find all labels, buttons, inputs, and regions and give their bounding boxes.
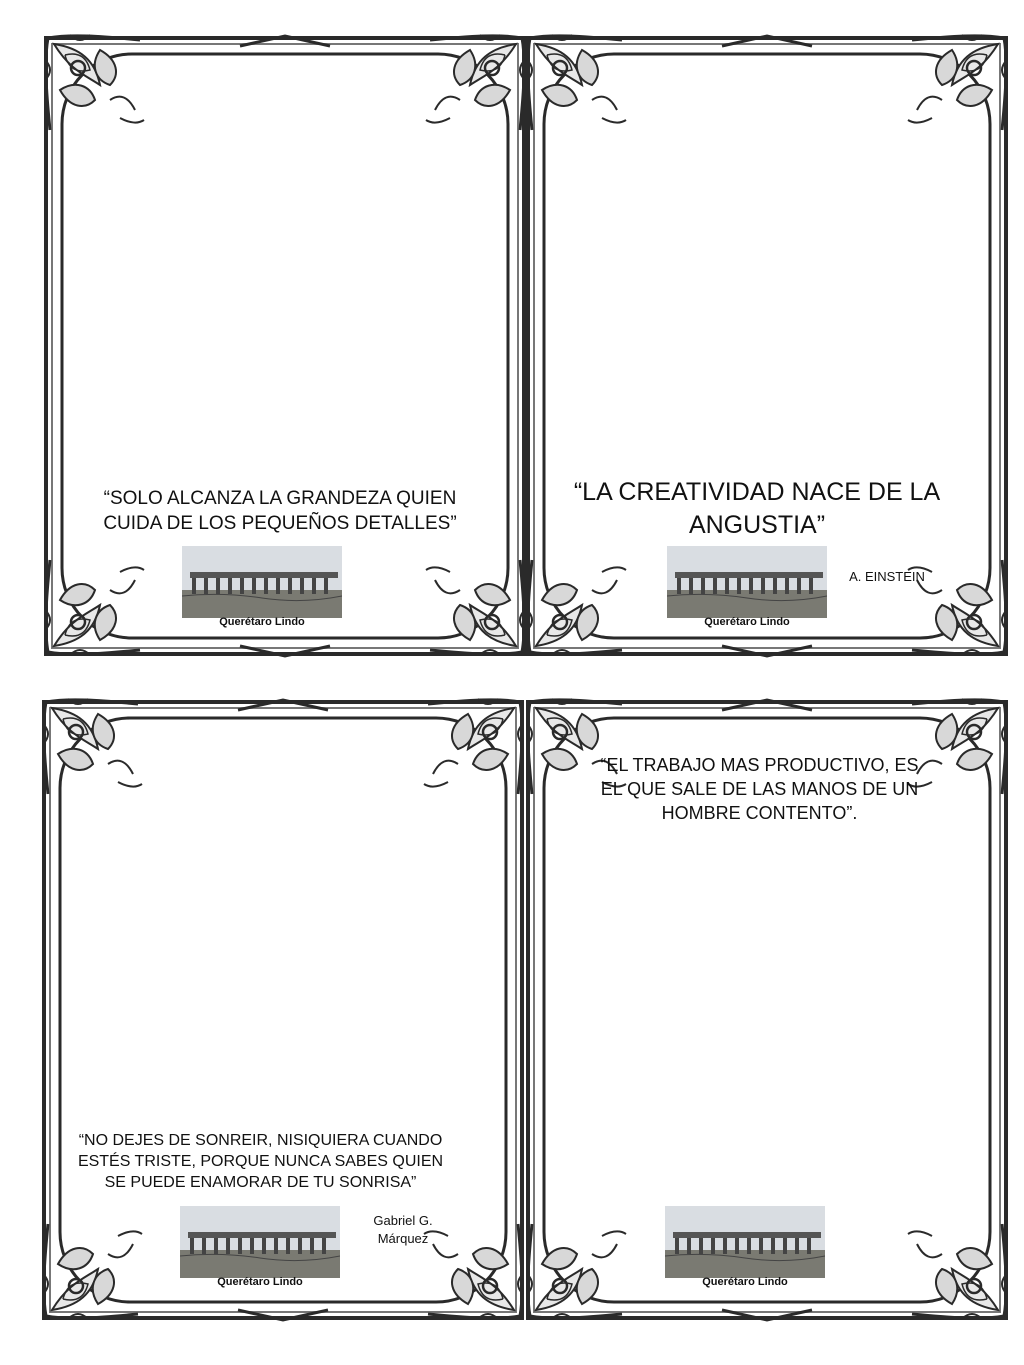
image-caption: Querétaro Lindo — [704, 616, 790, 628]
quote-text: “NO DEJES DE SONREIR, NISIQUIERA CUANDO ESTÉS TRISTE, PORQUE NUNCA SABES QUIEN SE PUEDE ENAMORAR DE TU SONRISA” — [77, 1132, 444, 1192]
author-name: Gabriel G. Márquez — [373, 1213, 433, 1246]
image-caption: Querétaro Lindo — [217, 1276, 303, 1288]
aqueduct-image — [180, 1206, 340, 1278]
image-caption: Querétaro Lindo — [219, 616, 305, 628]
quote-text: “SOLO ALCANZA LA GRANDEZA QUIEN CUIDA DE LOS PEQUEÑOS DETALLES” — [103, 488, 457, 535]
aqueduct-image — [182, 546, 342, 618]
aqueduct-image — [665, 1206, 825, 1278]
quote-card-1 — [40, 24, 530, 666]
quote-text: “LA CREATIVIDAD NACE DE LA ANGUSTIA” — [573, 478, 941, 539]
quote-card-2 — [522, 24, 1012, 666]
aqueduct-image — [667, 546, 827, 618]
image-caption: Querétaro Lindo — [702, 1276, 788, 1288]
author-name: A. EINSTEIN — [849, 569, 925, 584]
quote-card-4 — [522, 688, 1012, 1330]
quote-card-3 — [38, 688, 528, 1330]
quote-text: “EL TRABAJO MAS PRODUCTIVO, ES EL QUE SALE DE LAS MANOS DE UN HOMBRE CONTENTO”. — [600, 755, 919, 823]
